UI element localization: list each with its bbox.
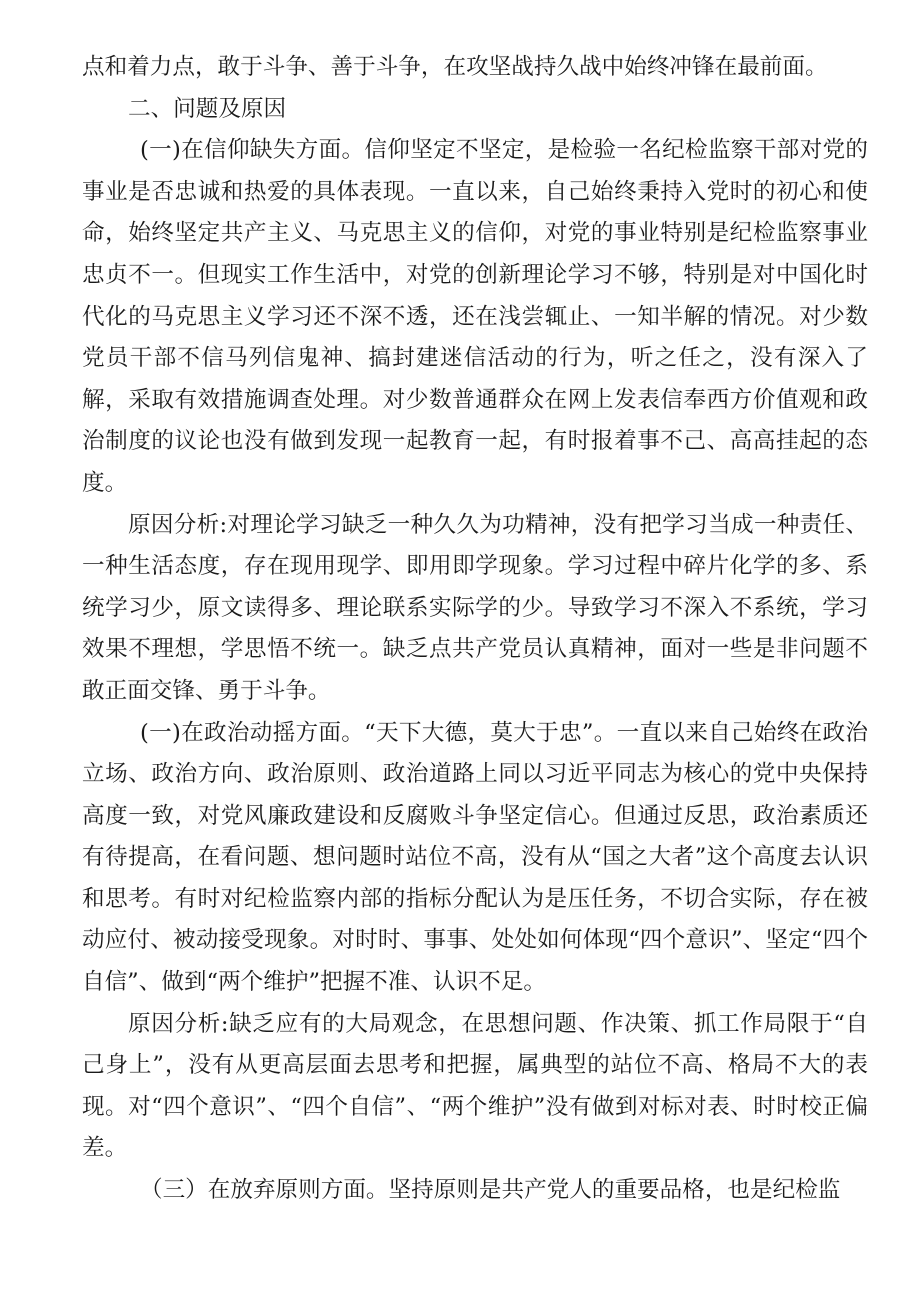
paragraph-cause-analysis-1: 原因分析:对理论学习缺乏一种久久为功精神，没有把学习当成一种责任、一种生活态度，存在现用现学、即用即学现象。学习过程中碎片化学的多、系统学习少，原文读得多、理论联系实际学的少。导致学习不深入不系统，学习效果不理想，学思悟不统一。缺乏点共产党员认真精神，面对一些是非问题不敢正面交锋、勇于斗争。 (82, 511, 868, 704)
paragraph-continuation: 点和着力点，敢于斗争、善于斗争，在攻坚战持久战中始终冲锋在最前面。 (82, 54, 828, 80)
paragraph-faith: (一)在信仰缺失方面。信仰坚定不坚定，是检验一名纪检监察干部对党的事业是否忠诚和热爱的具体表现。一直以来，自己始终秉持入党时的初心和使命，始终坚定共产主义、马克思主义的信仰，对党的事业特别是纪检监察事业忠贞不一。但现实工作生活中，对党的创新理论学习不够，特别是对中国化时代化的马克思主义学习还不深不透，还在浅尝辄止、一知半解的情况。对少数党员干部不信马列信鬼神、搞封建迷信活动的行为，听之任之，没有深入了解，采取有效措施调查处理。对少数普通群众在网上发表信奉西方价值观和政治制度的议论也没有做到发现一起教育一起，有时报着事不己、高高挂起的态度。 (82, 137, 868, 496)
document-body (82, 47, 868, 1212)
paragraph-principles: （三）在放弃原则方面。坚持原则是共产党人的重要品格，也是纪检监 (140, 1177, 841, 1204)
paragraph-politics: (一)在政治动摇方面。“天下大德，莫大于忠”。一直以来自己始终在政治立场、政治方向、政治原则、政治道路上同以习近平同志为核心的党中央保持高度一致，对党风廉政建设和反腐败斗争坚定信心。但通过反思，政治素质还有待提高，在看问题、想问题时站位不高，没有从“国之大者”这个高度去认识和思考。有时对纪检监察内部的指标分配认为是压任务，不切合实际，存在被动应付、被动接受现象。对时时、事事、处处如何体现“四个意识”、坚定“四个自信”、做到“两个维护”把握不准、认识不足。 (82, 719, 868, 996)
paragraph-cause-analysis-2: 原因分析:缺乏应有的大局观念，在思想问题、作决策、抓工作局限于“自己身上”，没有从更高层面去思考和把握，属典型的站位不高、格局不大的表现。对“四个意识”、“四个自信”、“两个维护”没有做到对标对表、时时校正偏差。 (82, 1010, 868, 1162)
section-heading: 二、问题及原因 (128, 95, 287, 122)
